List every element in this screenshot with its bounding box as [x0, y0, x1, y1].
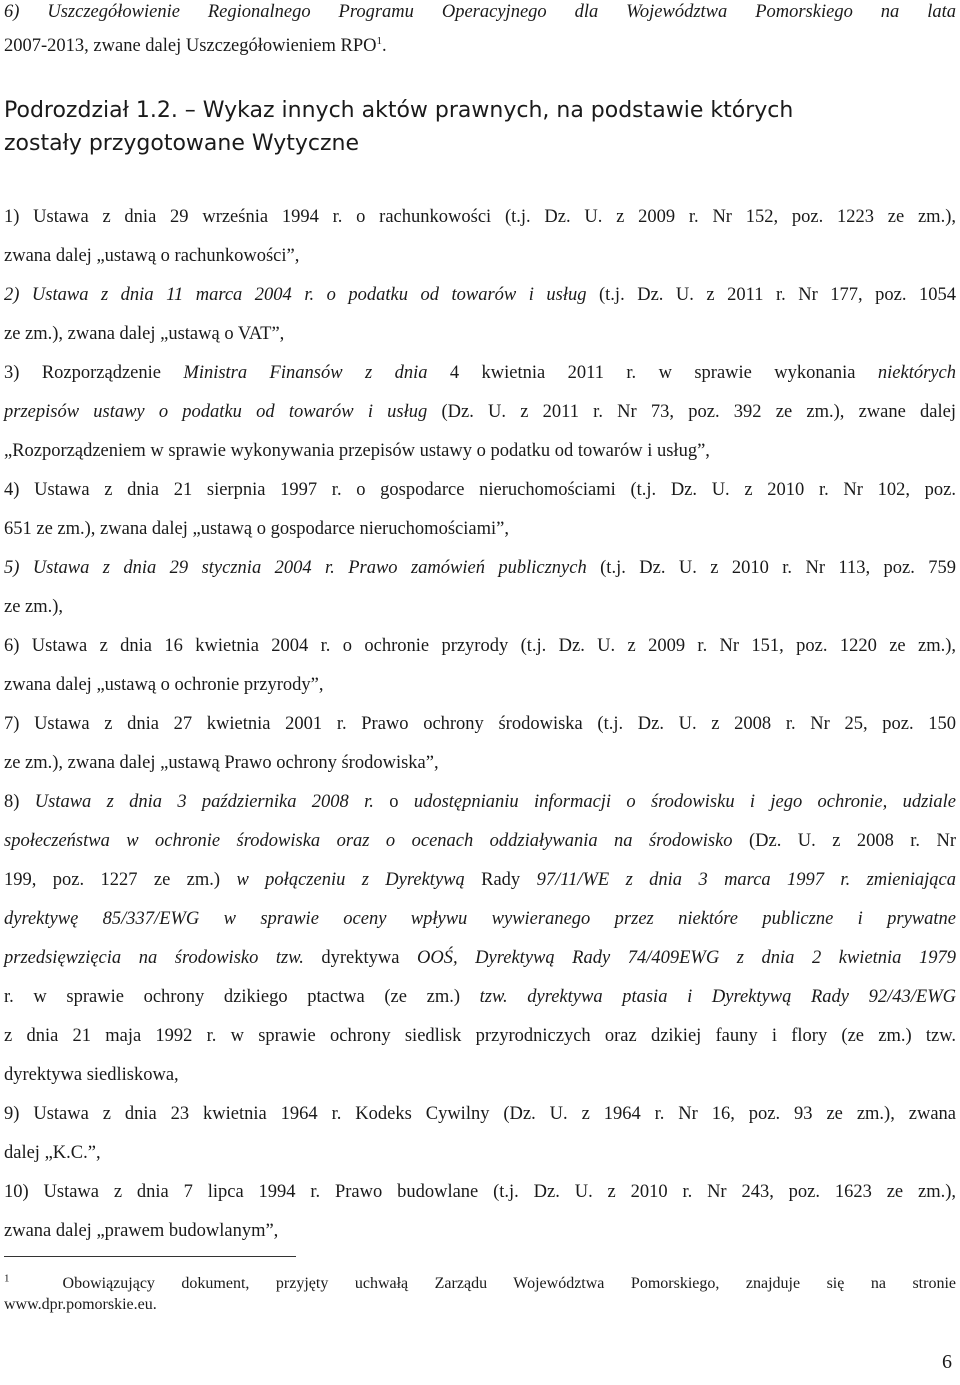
item-5-italic: 5) Ustawa z dnia 29 stycznia 2004 r. Prawo zamówień publicznych: [4, 558, 587, 578]
item-2-citation: (t.j. Dz. U. z 2011 r. Nr 177, poz. 1054: [586, 285, 956, 305]
item-8-l3-b: w połączeniu z Dyrektywą: [236, 870, 465, 890]
item-8-l4: dyrektywę 85/337/EWG w sprawie oceny wpływu wywieranego przez niektóre publiczne i prywatne: [4, 909, 956, 929]
intro-line-1: [4, 0, 956, 24]
item-3-italic-b: Ministra Finansów z dnia: [183, 363, 428, 383]
item-9-line-1: 9) Ustawa z dnia 23 kwietnia 1964 r. Kodeks Cywilny (Dz. U. z 1964 r. Nr 16, poz. 93 ze zm.), zwana: [4, 1104, 956, 1124]
item-8-line-3: [4, 868, 956, 892]
item-5-line-1: [4, 556, 956, 580]
page-number: 6: [942, 1351, 952, 1373]
item-2-line-2: ze zm.), zwana dalej „ustawą o VAT”,: [4, 324, 285, 344]
item-8-l5-c: OOŚ, Dyrektywą Rady 74/409EWG z dnia 2 kwietnia 1979: [417, 948, 956, 968]
item-8-text-c: o: [373, 792, 414, 812]
item-3-italic-title: przepisów ustawy o podatku od towarów i usług: [4, 402, 428, 422]
footnote-line-1: [4, 1274, 956, 1294]
item-1-line-2: zwana dalej „ustawą o rachunkowości”,: [4, 246, 300, 266]
item-10-line-2: zwana dalej „prawem budowlanym”,: [4, 1221, 279, 1241]
item-7-line-1: 7) Ustawa z dnia 27 kwietnia 2001 r. Prawo ochrony środowiska (t.j. Dz. U. z 2008 r. Nr 25, poz. 150: [4, 714, 956, 734]
item-2-italic: 2) Ustawa z dnia 11 marca 2004 r. o podatku od towarów i usług: [4, 285, 587, 305]
intro-text: 2007-2013, zwane dalej: [4, 36, 186, 56]
item-10-line-1: 10) Ustawa z dnia 7 lipca 1994 r. Prawo budowlane (t.j. Dz. U. z 2010 r. Nr 243, poz. 1623 ze zm.),: [4, 1182, 956, 1202]
item-5-citation: (t.j. Dz. U. z 2010 r. Nr 113, poz. 759: [586, 558, 956, 578]
item-7-line-2: ze zm.), zwana dalej „ustawą Prawo ochrony środowiska”,: [4, 753, 439, 773]
item-8-line-4: [4, 907, 956, 931]
item-8-italic-d: udostępnianiu informacji o środowisku i jego ochronie, udziale: [413, 792, 957, 812]
item-1-line-1: 1) Ustawa z dnia 29 września 1994 r. o rachunkowości (t.j. Dz. U. z 2009 r. Nr 152, poz. 1223 ze zm.),: [4, 207, 956, 227]
intro-period: .: [381, 36, 387, 56]
item-5-line-2: ze zm.),: [4, 597, 64, 617]
item-8-l3-c: Rady: [464, 870, 537, 890]
item-3-italic-d: niektórych: [877, 363, 956, 383]
item-6-line-1: 6) Ustawa z dnia 16 kwietnia 2004 r. o ochronie przyrody (t.j. Dz. U. z 2009 r. Nr 151, poz. 1220 ze zm.),: [4, 636, 956, 656]
item-3-line-1: [4, 361, 956, 385]
item-8-l3-e: zmieniająca: [850, 870, 956, 890]
item-8-l6-b: tzw. dyrektywa ptasia i Dyrektywą Rady 92/43/EWG: [479, 987, 956, 1007]
item-2-line-1: [4, 283, 956, 307]
item-3-text-a: 3) Rozporządzenie: [4, 363, 184, 383]
footnote-separator: [4, 1256, 296, 1257]
footnote-line-2[interactable]: www.dpr.pomorskie.eu.: [4, 1296, 157, 1313]
intro-italic-text: 6) Uszczegółowienie Regionalnego Programu Operacyjnego dla Województwa Pomorskiego na lata: [4, 2, 956, 22]
item-8-l5-a: przedsięwzięcia na środowisko tzw.: [4, 948, 304, 968]
item-4-line-1: 4) Ustawa z dnia 21 sierpnia 1997 r. o gospodarce nieruchomościami (t.j. Dz. U. z 2010 r. Nr 102, poz.: [4, 480, 956, 500]
item-8-l3-a: 199, poz. 1227 ze zm.): [4, 870, 237, 890]
section-heading-line-1: Podrozdział 1.2. – Wykaz innych aktów prawnych, na podstawie których: [4, 98, 794, 123]
item-4-line-2: 651 ze zm.), zwana dalej „ustawą o gospodarce nieruchomościami”,: [4, 519, 509, 539]
item-9-line-2: dalej „K.C.”,: [4, 1143, 101, 1163]
section-heading-line-2: zostały przygotowane Wytyczne: [4, 131, 360, 156]
intro-line-2: [4, 34, 387, 58]
item-3-line-3: „Rozporządzeniem w sprawie wykonywania przepisów ustawy o podatku od towarów i usług”,: [4, 441, 710, 461]
footnote-marker: 1: [4, 1272, 10, 1285]
item-8-italic-title: społeczeństwa w ochronie środowiska oraz o ocenach oddziaływania na środowisko: [4, 831, 733, 851]
item-3-line-2: [4, 400, 956, 424]
item-8-line-2: [4, 829, 956, 853]
footnote-ref[interactable]: 1: [376, 34, 382, 47]
item-8-num: 8): [4, 792, 35, 812]
intro-defined-term: Uszczegółowieniem RPO: [185, 36, 377, 56]
footnote-text: Obowiązujący dokument, przyjęty uchwałą Zarządu Województwa Pomorskiego, znajduje się na stronie: [62, 1275, 956, 1292]
item-8-line-8: dyrektywa siedliskowa,: [4, 1065, 179, 1085]
item-3-citation: (Dz. U. z 2011 r. Nr 73, poz. 392 ze zm.), zwane dalej: [427, 402, 957, 422]
item-8-line-5: [4, 946, 956, 970]
item-3-text-c: 4 kwietnia 2011 r. w sprawie wykonania: [427, 363, 878, 383]
item-8-line-1: [4, 790, 956, 814]
item-8-italic-b: Ustawa z dnia 3 października 2008 r.: [34, 792, 374, 812]
item-8-l3-d: 97/11/WE z dnia 3 marca 1997 r.: [536, 870, 851, 890]
item-8-line-6: [4, 985, 956, 1009]
item-8-l6-a: r. w sprawie ochrony dzikiego ptactwa (ze zm.): [4, 987, 480, 1007]
item-8-citation: (Dz. U. z 2008 r. Nr: [732, 831, 956, 851]
item-8-l5-b: dyrektywa: [303, 948, 418, 968]
item-6-line-2: zwana dalej „ustawą o ochronie przyrody”,: [4, 675, 324, 695]
item-8-line-7: z dnia 21 maja 1992 r. w sprawie ochrony siedlisk przyrodniczych oraz dzikiej fauny i flory (ze zm.) tzw.: [4, 1026, 956, 1046]
